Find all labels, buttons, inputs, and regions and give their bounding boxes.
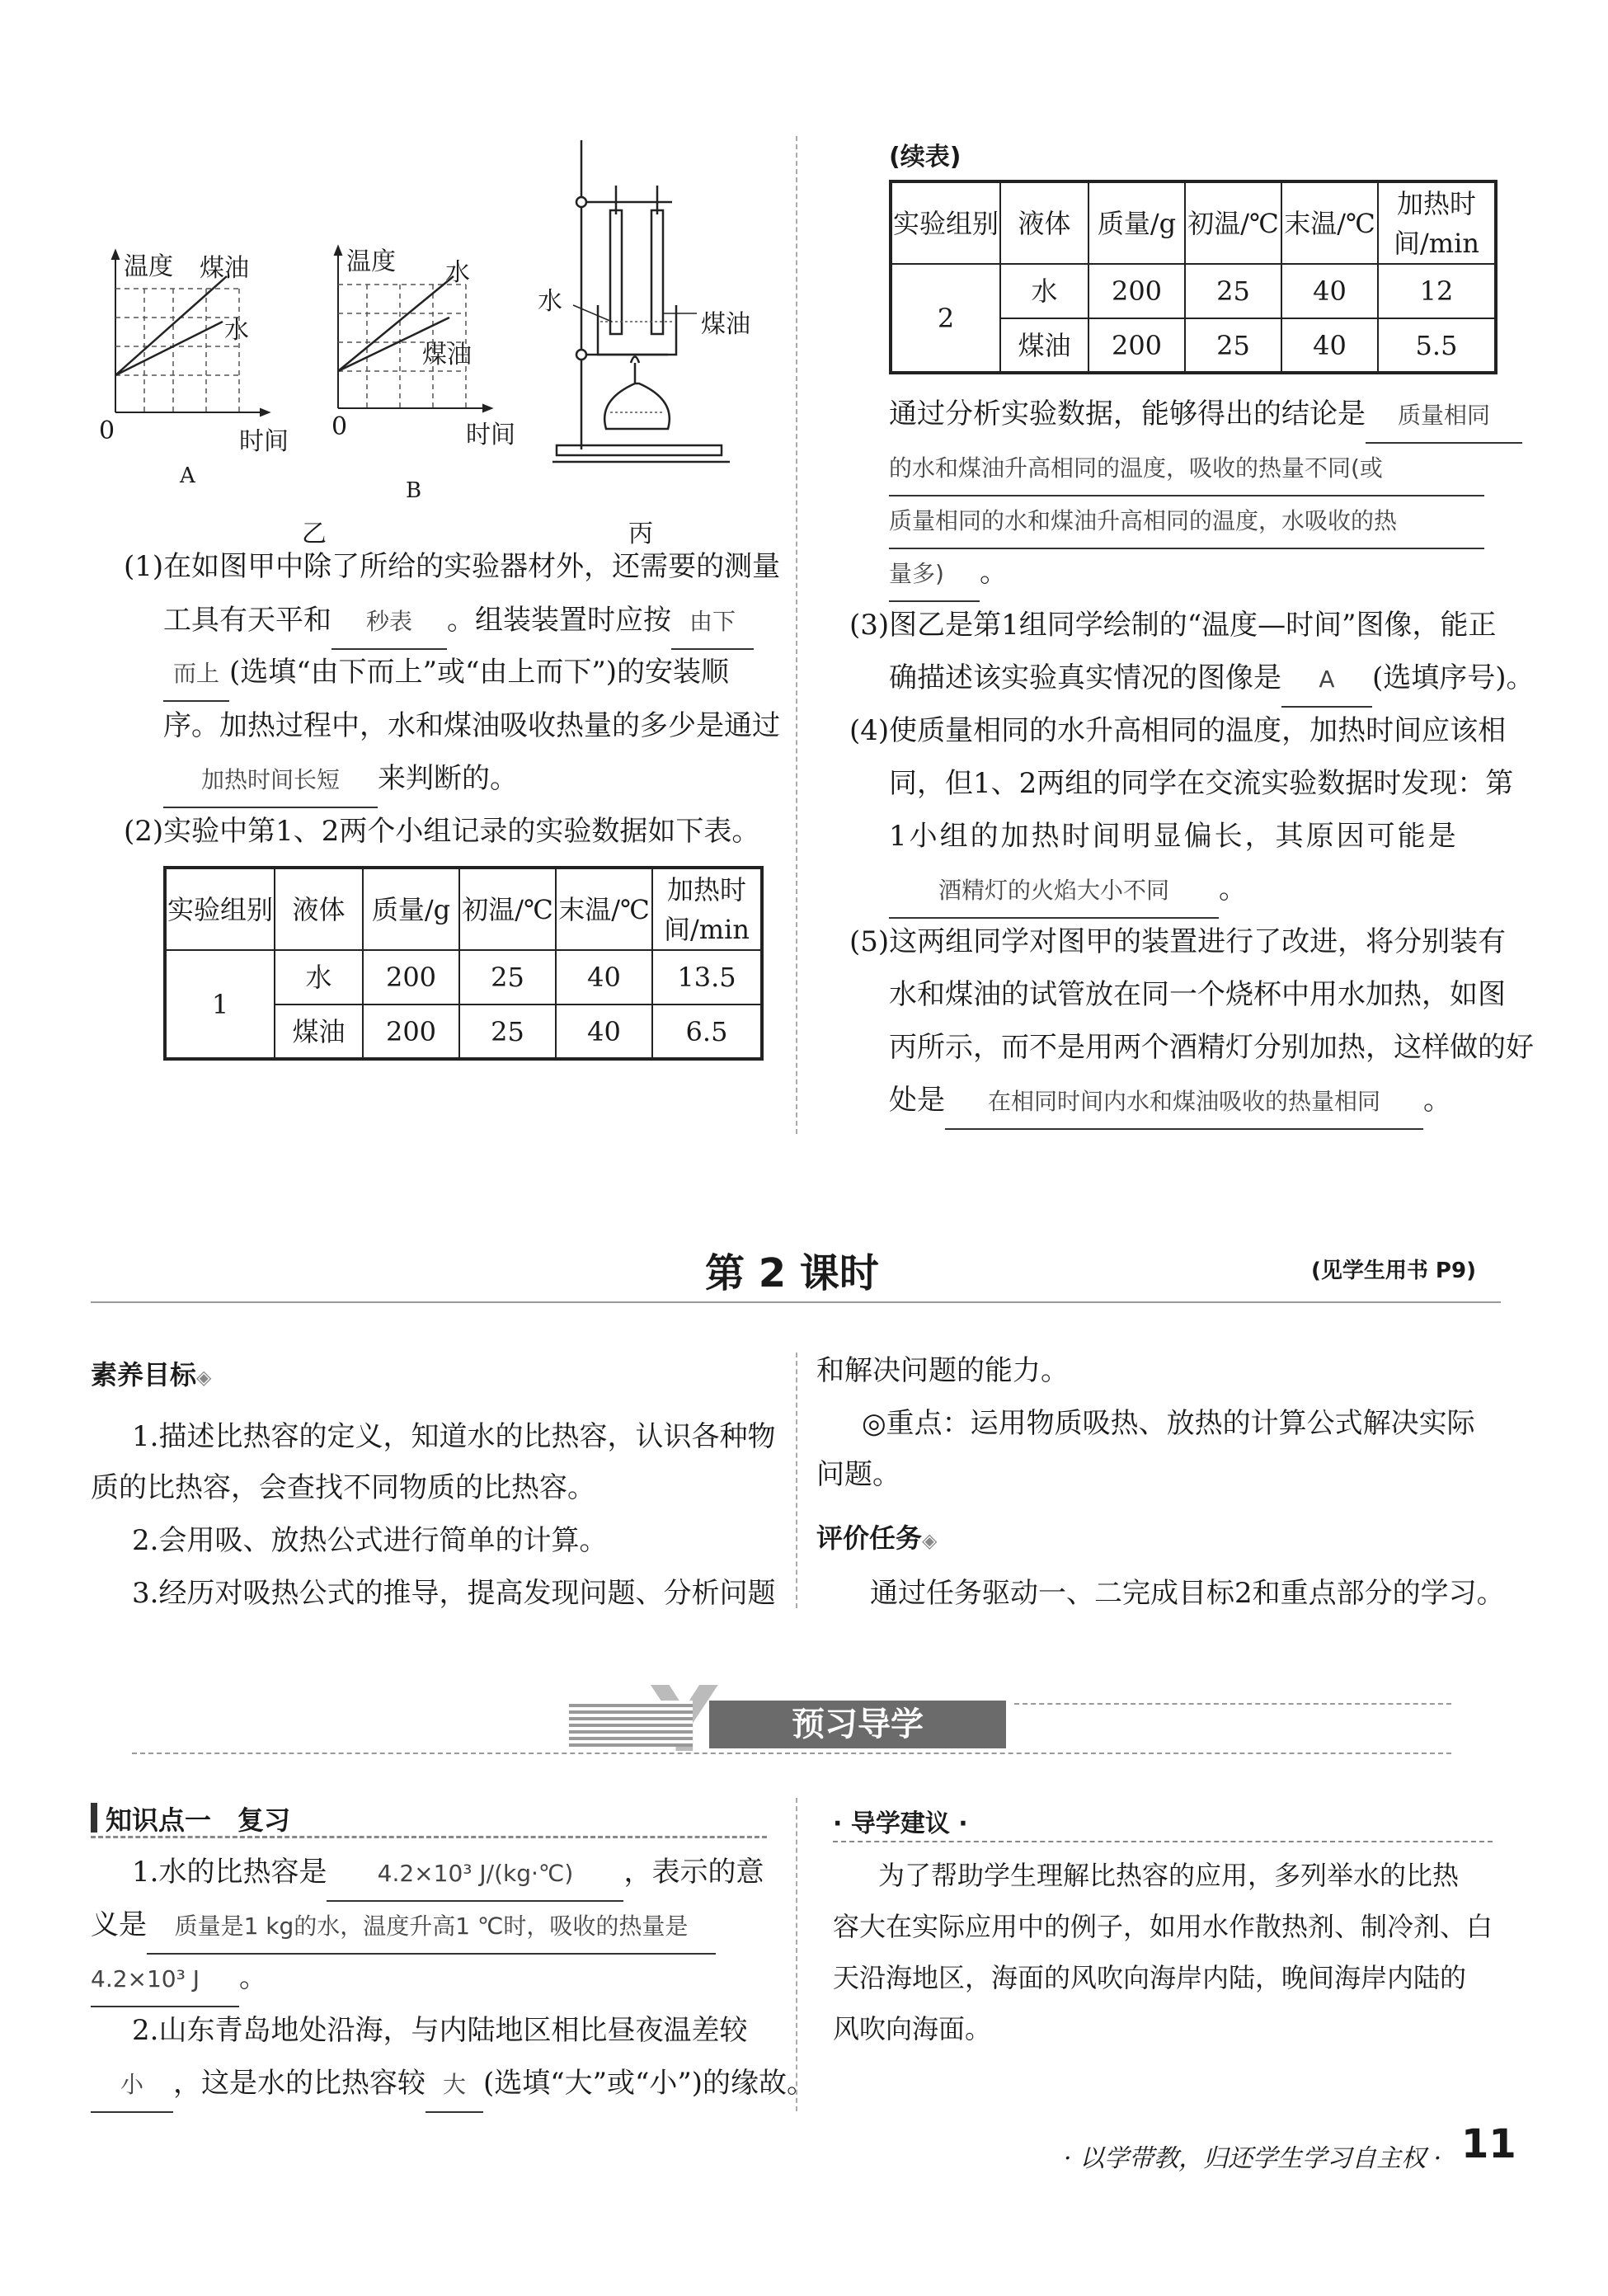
banner-stripes — [569, 1701, 693, 1747]
q1-line5: 加热时间长短 来判断的。 — [163, 752, 518, 808]
conclusion-line3 — [889, 493, 1484, 549]
title-rule — [91, 1301, 1501, 1303]
q5-line3: 丙所示，而不是用两个酒精灯分别加热，这样做的好 — [889, 1031, 1534, 1064]
key-point-a: ◎重点：运用物质吸热、放热的计算公式解决实际 — [862, 1407, 1475, 1440]
q2-line: (2)实验中第1、2两个小组记录的实验数据如下表。 — [124, 815, 760, 848]
apparatus-water-label: 水 — [538, 287, 562, 316]
page-number: 11 — [1461, 2121, 1516, 2167]
q4-answer: 酒精灯的火焰大小不同 — [889, 864, 1219, 919]
k2-answer-1: 小 — [91, 2058, 173, 2113]
goal-3b: 和解决问题的能力。 — [816, 1354, 1069, 1387]
conclusion-line1: 通过分析实验数据，能够得出的结论是 质量相同 — [889, 388, 1522, 444]
table-cell: 12 — [1378, 264, 1496, 318]
conclusion-line2 — [889, 440, 1484, 496]
q5-line1: (5)这两组同学对图甲的装置进行了改进，将分别装有 — [849, 925, 1507, 958]
goals-heading: 素养目标◈ — [91, 1359, 212, 1390]
table-cell: 5.5 — [1378, 318, 1496, 373]
q1-answer-order-a: 由下 — [671, 595, 754, 650]
column-divider — [796, 136, 797, 1134]
knowledge-heading: 知识点一 复习 — [106, 1804, 291, 1836]
q4-line4: 酒精灯的火焰大小不同 。 — [889, 863, 1247, 919]
key-point-b: 问题。 — [816, 1458, 900, 1491]
guide-rule — [833, 1841, 1493, 1842]
graph-b-caption: B — [406, 478, 422, 503]
table-cell: 煤油 — [275, 1004, 363, 1059]
banner-rule — [132, 1753, 1451, 1754]
graph-a-line1-label: 煤油 — [200, 254, 249, 283]
banner-title: 预习导学 — [709, 1701, 1006, 1748]
graph-b-line1-label: 水 — [445, 258, 470, 287]
table-cell: 水 — [1000, 264, 1088, 318]
q1-answer-tool: 秒表 — [331, 595, 447, 650]
table-cell: 40 — [556, 950, 652, 1004]
table-cell: 13.5 — [652, 950, 762, 1004]
graph-a-origin: 0 — [99, 416, 115, 445]
graph-b-line2-label: 煤油 — [422, 341, 472, 369]
q4-line1: (4)使质量相同的水升高相同的温度，加热时间应该相 — [849, 714, 1507, 747]
t1-h-mass: 质量/g — [363, 868, 459, 950]
bottom-divider — [796, 1798, 797, 2111]
goal-1a: 1.描述比热容的定义，知道水的比热容，认识各种物 — [132, 1420, 776, 1453]
data-table-group2 — [889, 180, 1498, 374]
k2-line2: 小 ，这是水的比热容较 大 (选填“大”或“小”)的缘故。 — [91, 2057, 815, 2113]
graph-a-xlabel: 时间 — [239, 427, 289, 456]
table2-label: (续表) — [889, 143, 962, 172]
caption-bing: 丙 — [628, 520, 653, 548]
data-table-group1 — [163, 866, 764, 1061]
t2-h-t0: 初温/℃ — [1185, 181, 1281, 264]
k1-line1: 1.水的比热容是 4.2×10³ J/(kg·℃) ，表示的意 — [132, 1846, 764, 1902]
conclusion-line4: 量多) 。 — [889, 546, 1008, 602]
t1-h-time: 加热时间/min — [652, 868, 762, 950]
table-cell: 煤油 — [1000, 318, 1088, 373]
table-cell: 25 — [459, 1004, 556, 1059]
graph-a-line2-label: 水 — [224, 316, 249, 345]
knowledge-heading-marker — [91, 1803, 97, 1833]
t1-h-t1: 末温/℃ — [556, 868, 652, 950]
q1-line4: 序。加热过程中，水和煤油吸收热量的多少是通过 — [163, 709, 780, 742]
goal-2: 2.会用吸、放热公式进行简单的计算。 — [132, 1524, 608, 1557]
t2-h-liquid: 液体 — [1000, 181, 1088, 264]
k2-line1: 2.山东青岛地处沿海，与内陆地区相比昼夜温差较 — [132, 2014, 748, 2047]
k1-answer-2: 质量是1 kg的水，温度升高1 ℃时，吸收的热量是 — [147, 1900, 716, 1955]
table-cell: 25 — [1185, 264, 1281, 318]
graph-b-ylabel: 温度 — [346, 247, 396, 276]
banner-rule-right — [1014, 1703, 1451, 1705]
q1-answer-order-b: 而上 — [163, 647, 229, 702]
graph-b-xlabel: 时间 — [466, 421, 515, 449]
q3-line1: (3)图乙是第1组同学绘制的“温度—时间”图像，能正 — [849, 609, 1497, 642]
q3-line2: 确描述该实验真实情况的图像是 A (选填序号)。 — [889, 652, 1535, 708]
table-cell: 200 — [363, 1004, 459, 1059]
table-cell: 6.5 — [652, 1004, 762, 1059]
k1-answer-3: 4.2×10³ J — [91, 1953, 239, 2007]
t1-h-t0: 初温/℃ — [459, 868, 556, 950]
apparatus-figure — [552, 136, 800, 474]
graph-a-ylabel: 温度 — [124, 252, 173, 281]
guide-heading: · 导学建议 · — [833, 1809, 968, 1838]
table-cell: 水 — [275, 950, 363, 1004]
table-cell: 200 — [1088, 318, 1185, 373]
t1-h-group: 实验组别 — [165, 868, 275, 950]
caption-yi: 乙 — [302, 520, 327, 548]
guide-line1: 为了帮助学生理解比热容的应用，多列举水的比热 — [878, 1860, 1460, 1891]
t2-group: 2 — [891, 264, 1000, 373]
graph-a-caption: A — [180, 463, 195, 488]
q4-line3: 1小组的加热时间明显偏长，其原因可能是 — [889, 820, 1459, 853]
diamond-icon: ◈ — [196, 1366, 212, 1389]
table-cell: 25 — [459, 950, 556, 1004]
t1-h-liquid: 液体 — [275, 868, 363, 950]
conclusion-answer-4: 量多) — [889, 548, 980, 602]
table-cell: 200 — [1088, 264, 1185, 318]
t1-group: 1 — [165, 950, 275, 1059]
guide-line4: 风吹向海面。 — [833, 2013, 992, 2044]
table-cell: 40 — [556, 1004, 652, 1059]
table-cell: 40 — [1281, 264, 1378, 318]
diamond-icon: ◈ — [922, 1529, 938, 1552]
t2-h-mass: 质量/g — [1088, 181, 1185, 264]
q5-answer: 在相同时间内水和煤油吸收的热量相同 — [945, 1075, 1423, 1130]
eval-heading: 评价任务◈ — [816, 1522, 938, 1554]
q5-line2: 水和煤油的试管放在同一个烧杯中用水加热，如图 — [889, 978, 1506, 1011]
lesson-ref: (见学生用书 P9) — [1311, 1259, 1476, 1283]
q1-line2: 工具有天平和 秒表 。组装装置时应按 由下 — [163, 594, 754, 650]
table-cell: 200 — [363, 950, 459, 1004]
guide-line3: 天沿海地区，海面的风吹向海岸内陆，晚间海岸内陆的 — [833, 1962, 1467, 1993]
conclusion-answer-3: 质量相同的水和煤油升高相同的温度，水吸收的热 — [889, 495, 1484, 549]
k1-line3: 4.2×10³ J 。 — [91, 1951, 267, 2007]
table-cell: 25 — [1185, 318, 1281, 373]
lesson-title: 第 2 课时 — [705, 1250, 879, 1296]
goal-1b: 质的比热容，会查找不同物质的比热容。 — [91, 1471, 595, 1504]
t2-h-group: 实验组别 — [891, 181, 1000, 264]
conclusion-answer-1: 质量相同 — [1366, 389, 1522, 444]
t2-h-time: 加热时间/min — [1378, 181, 1496, 264]
guide-line2: 容大在实际应用中的例子，如用水作散热剂、制冷剂、白 — [833, 1911, 1493, 1942]
t2-h-t1: 末温/℃ — [1281, 181, 1378, 264]
k2-answer-2: 大 — [426, 2058, 483, 2113]
q3-answer: A — [1281, 653, 1372, 708]
q1-line3: 而上 (选填“由下而上”或“由上而下”)的安装顺 — [163, 646, 729, 702]
goals-divider — [796, 1353, 797, 1608]
k1-answer-1: 4.2×10³ J/(kg·℃) — [327, 1847, 623, 1902]
table-cell: 40 — [1281, 318, 1378, 373]
conclusion-answer-2: 的水和煤油升高相同的温度，吸收的热量不同(或 — [889, 442, 1484, 496]
k1-line2: 义是 质量是1 kg的水，温度升高1 ℃时，吸收的热量是 — [91, 1898, 716, 1955]
goal-3: 3.经历对吸热公式的推导，提高发现问题、分析问题 — [132, 1577, 776, 1610]
graph-b-origin: 0 — [331, 412, 348, 441]
footer-motto: · 以学带教，归还学生学习自主权 · — [1064, 2144, 1442, 2173]
eval-text: 通过任务驱动一、二完成目标2和重点部分的学习。 — [870, 1577, 1505, 1610]
q5-line4: 处是 在相同时间内水和煤油吸收的热量相同 。 — [889, 1074, 1451, 1130]
q4-line2: 同，但1、2两组的同学在交流实验数据时发现：第 — [889, 767, 1514, 800]
q1-line1: (1)在如图甲中除了所给的实验器材外，还需要的测量 — [124, 550, 781, 583]
q1-answer-method: 加热时间长短 — [163, 754, 378, 808]
apparatus-oil-label: 煤油 — [701, 310, 750, 339]
